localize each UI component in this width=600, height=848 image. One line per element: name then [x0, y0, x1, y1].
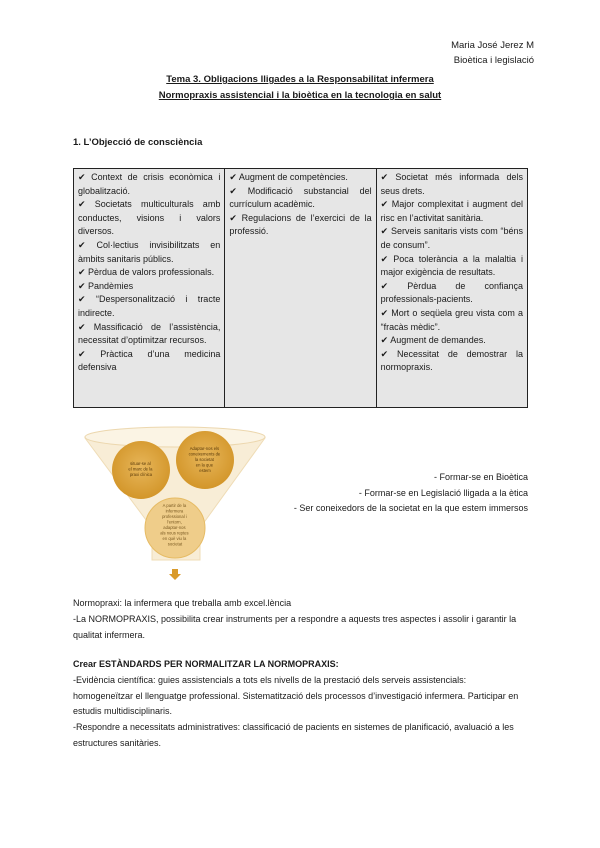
doc-subtitle: Normopraxis assistencial i la bioètica en la tecnologia en salut	[158, 90, 442, 101]
list-item: ✔ Massificació de l’assistència, necessitat d’optimitzar recursos.	[78, 321, 221, 346]
normopraxi-purpose: -La NORMOPRAXIS, possibilita crear instruments per a respondre a aquests tres aspectes i assolir i garantir la qualitat infermera.	[73, 613, 517, 640]
list-item: ✔ Context de crisis econòmica i globalització.	[78, 172, 221, 196]
list-item: ✔ Col·lectius invisibilitzats en àmbits sanitaris públics.	[78, 239, 221, 264]
bullet-item: - Formar-se en Legislació lligada a la ètica	[358, 488, 528, 498]
circle-bottom-text: A partir de la infermera professional i l'entorn, adaptar-nos als nous reptes en què viu la societat	[160, 503, 189, 547]
table-col-3	[376, 169, 527, 408]
standards-evidence: -Evidència científica: guies assistencials a tots els nivells de la prestació dels serveis assistencials: homogeneïtzar el llenguatge professional. Sistematització dels processos d’investigació infermera. Participar en estudis multidisciplinaris.	[73, 674, 519, 717]
funnel-diagram	[80, 420, 270, 585]
table-col-1	[74, 169, 225, 408]
table-col-2	[225, 169, 376, 408]
standards-heading: Crear ESTÀNDARDS PER NORMALITZAR LA NORMOPRAXIS:	[73, 659, 339, 669]
normopraxi-paragraph	[73, 596, 528, 643]
list-item: ✔ Societats multiculturals amb conductes, visions i valors diversos.	[78, 199, 221, 237]
list-item: ✔ “Despersonalització i tracte indirecte.	[78, 294, 221, 318]
list-item: ✔ Poca tolerància a la malaltia i major exigència de resultats.	[380, 253, 523, 278]
normopraxi-definition: Normopraxi: la infermera que treballa amb excel.lència	[73, 598, 292, 608]
list-item: ✔ Augment de demandes.	[380, 335, 486, 346]
bullet-item: - Formar-se en Bioètica	[433, 472, 528, 482]
list-item: ✔ Serveis sanitaris vists com “béns de consum”.	[380, 226, 523, 250]
down-arrow-icon	[169, 569, 181, 580]
list-item: ✔ Mort o seqüela greu vista com a “fracàs mèdic”.	[380, 307, 523, 332]
standards-section	[73, 657, 528, 752]
list-item: ✔ Societat més informada dels seus drets.	[380, 172, 523, 196]
standards-admin: -Respondre a necessitats administratives: classificació de pacients en sistemes de planificació, avaluació a les estructures sanitàries.	[73, 722, 514, 748]
section-heading: 1. L’Objecció de consciència	[73, 137, 203, 148]
list-item: ✔ Pandèmies	[78, 280, 134, 291]
list-item: ✔ Modificació substancial del currículum acadèmic.	[229, 185, 372, 210]
list-item: ✔ Major complexitat i augment del risc en l’activitat sanitària.	[380, 199, 523, 223]
funnel-rim	[85, 427, 265, 447]
header-course: Bioètica i legislació	[453, 55, 534, 66]
circle-right-text: Adaptar-nos els coneixements de la societat en la que estem	[188, 446, 221, 473]
objection-factors-table	[73, 168, 528, 408]
header-author: Maria José Jerez M	[451, 40, 534, 51]
bullet-item: - Ser coneixedors de la societat en la que estem immersos	[293, 503, 528, 513]
doc-title: Tema 3. Obligacions lligades a la Responsabilitat infermera	[166, 74, 434, 85]
list-item: ✔ Augment de competències.	[229, 172, 348, 182]
list-item: ✔ Necessitat de demostrar la normopraxis.	[380, 348, 523, 373]
list-item: ✔ Regulacions de l’exercici de la professió.	[229, 212, 372, 237]
list-item: ✔ Pèrdua de confiança professionals-pacients.	[380, 280, 523, 305]
list-item: ✔ Pràctica d’una medicina defensiva	[78, 348, 221, 373]
list-item: ✔ Pèrdua de valors professionals.	[78, 267, 215, 278]
circle-left-text: situar-se al el marc de la praxi clínica	[128, 461, 153, 477]
